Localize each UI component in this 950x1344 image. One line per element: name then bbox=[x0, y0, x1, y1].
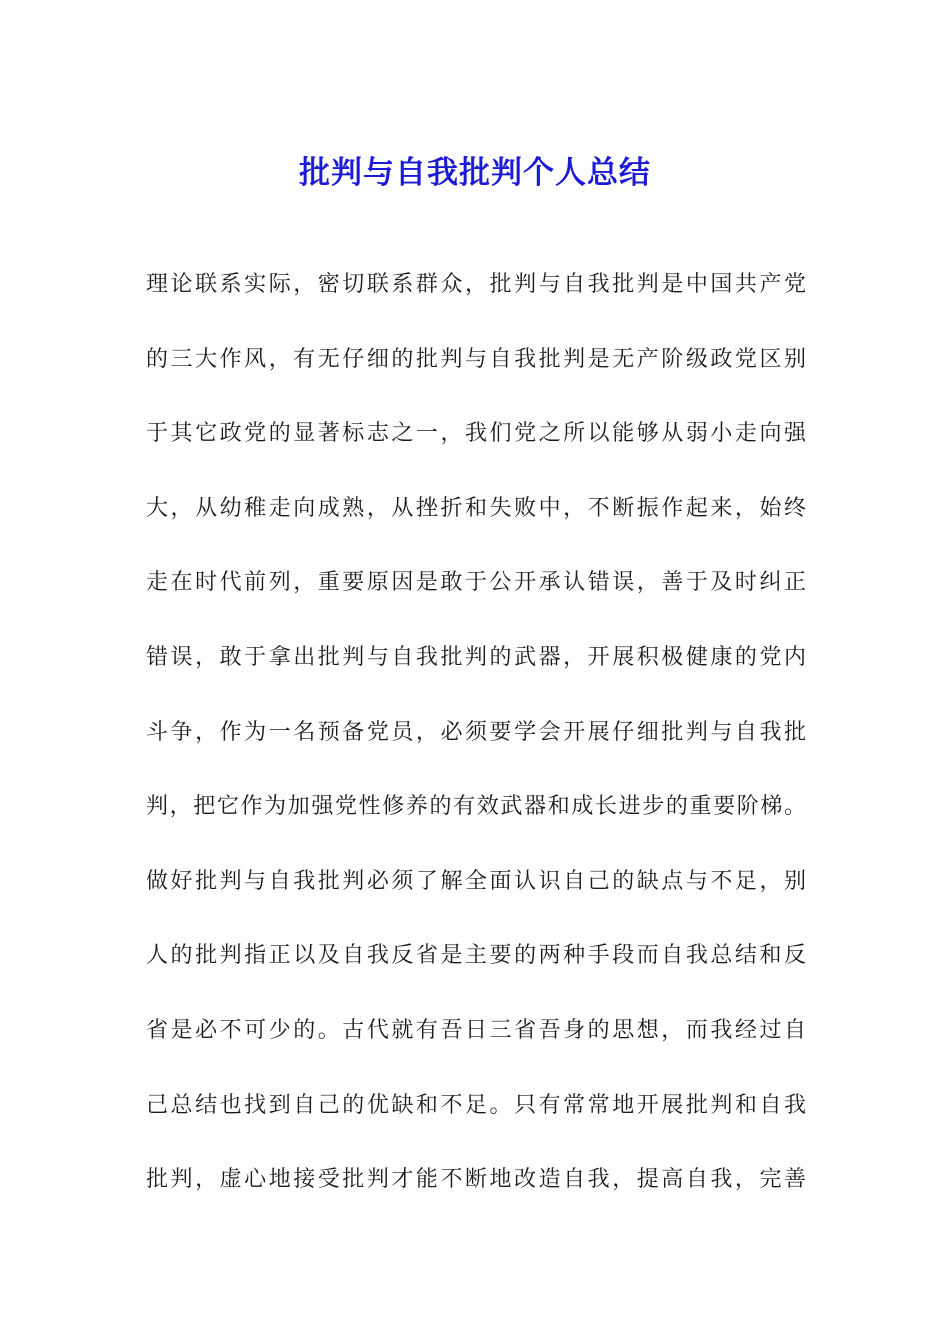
body-line: 人的批判指正以及自我反省是主要的两种手段而自我总结和反 bbox=[146, 943, 806, 969]
document-title: 批判与自我批判个人总结 bbox=[299, 154, 651, 191]
body-line: 省是必不可少的。古代就有吾日三省吾身的思想，而我经过自 bbox=[146, 1017, 806, 1043]
body-line: 斗争，作为一名预备党员，必须要学会开展仔细批判与自我批 bbox=[146, 719, 806, 745]
body-line: 己总结也找到自己的优缺和不足。只有常常地开展批判和自我 bbox=[146, 1092, 806, 1118]
body-line: 大，从幼稚走向成熟，从挫折和失败中，不断振作起来，始终 bbox=[146, 495, 806, 521]
body-line: 走在时代前列，重要原因是敢于公开承认错误，善于及时纠正 bbox=[146, 570, 806, 596]
body-line: 做好批判与自我批判必须了解全面认识自己的缺点与不足，别 bbox=[146, 868, 806, 894]
body-line: 理论联系实际，密切联系群众，批判与自我批判是中国共产党 bbox=[146, 272, 806, 297]
body-line: 错误，敢于拿出批判与自我批判的武器，开展积极健康的党内 bbox=[146, 644, 806, 670]
body-line: 的三大作风，有无仔细的批判与自我批判是无产阶级政党区别 bbox=[146, 346, 806, 372]
body-line: 判，把它作为加强党性修养的有效武器和成长进步的重要阶梯。 bbox=[146, 794, 806, 820]
body-line: 于其它政党的显著标志之一，我们党之所以能够从弱小走向强 bbox=[146, 421, 806, 447]
body-line: 批判，虚心地接受批判才能不断地改造自我，提高自我，完善 bbox=[146, 1167, 806, 1193]
document-body bbox=[146, 260, 806, 1230]
